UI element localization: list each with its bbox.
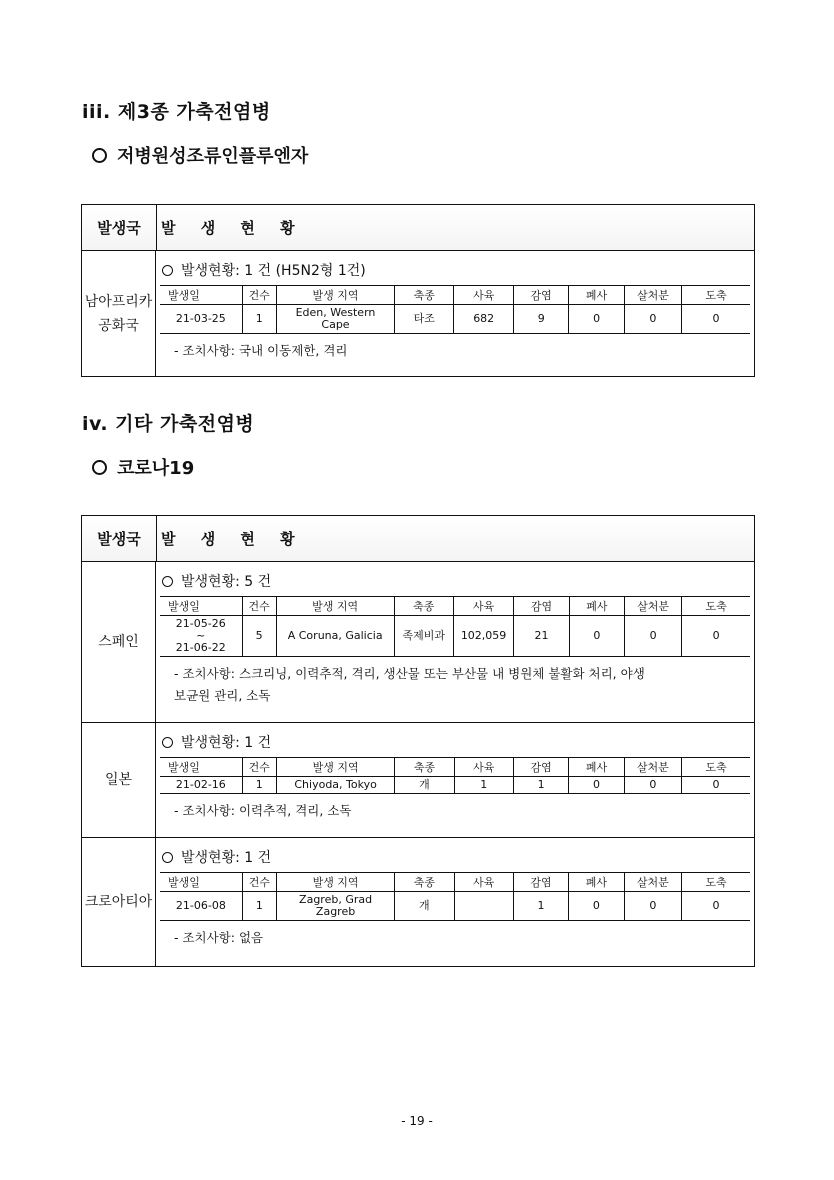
column-header: 발생 지역	[276, 286, 394, 305]
region-cell-line-1: Chiyoda, Tokyo	[294, 778, 377, 791]
dead-cell-line-1: 0	[593, 629, 601, 642]
country-name: 스페인	[98, 634, 139, 650]
count-cell-line-1: 1	[255, 312, 263, 325]
date-cell	[160, 892, 242, 921]
species-cell-line-1: 개	[419, 899, 430, 912]
culled-cell-line-1: 0	[649, 899, 657, 912]
region-cell-line-1: A Coruna, Galicia	[287, 629, 383, 642]
circle-bullet-icon	[92, 148, 107, 163]
incident-header-row	[160, 758, 750, 777]
column-header: 건수	[242, 873, 276, 892]
incident-header-row	[160, 286, 750, 305]
culled-cell	[624, 616, 681, 657]
country-row	[82, 562, 754, 723]
culled-cell	[624, 777, 681, 794]
action-line-1: - 조치사항: 스크리닝, 이력추적, 격리, 생산물 또는 부산물 내 병원체 불활화 처리, 야생	[174, 666, 645, 681]
incident-header-row	[160, 597, 750, 616]
count-cell-line-1: 1	[255, 778, 263, 791]
raised-cell-line-1: 102,059	[460, 629, 507, 642]
infected-cell	[514, 616, 569, 657]
country-row	[82, 251, 754, 376]
date-cell-line-1: 21-02-16	[175, 778, 226, 791]
circle-bullet-icon	[162, 852, 173, 863]
country-name-line-2: 공화국	[98, 317, 139, 334]
status-cell	[156, 838, 754, 966]
country-cell	[82, 838, 156, 966]
status-cell	[156, 251, 754, 376]
column-header: 발생 지역	[276, 758, 394, 777]
infected-cell	[514, 305, 569, 334]
count-cell	[242, 777, 276, 794]
action-line-1: - 조치사항: 이력추적, 격리, 소독	[174, 803, 352, 818]
infected-cell-line-1: 1	[537, 778, 545, 791]
action-line-1: - 조치사항: 없음	[174, 930, 264, 945]
region-cell-line-1: Eden, Western	[295, 306, 376, 319]
column-header: 감염	[514, 597, 569, 616]
circle-bullet-icon	[162, 737, 173, 748]
incident-table	[160, 757, 750, 794]
status-line	[160, 729, 754, 755]
status-line	[160, 568, 754, 594]
action-line-2: 보균원 관리, 소독	[174, 688, 271, 703]
column-header: 폐사	[569, 758, 624, 777]
region-cell-line-2: Zagreb	[315, 905, 356, 918]
column-header: 도축	[682, 286, 750, 305]
header-status: 발 생 현 황	[161, 219, 305, 237]
count-cell-line-1: 1	[255, 899, 263, 912]
column-header: 살처분	[624, 758, 681, 777]
column-header: 사육	[453, 597, 513, 616]
section4-subheading	[92, 454, 194, 480]
slaughtered-cell-line-1: 0	[712, 312, 720, 325]
slaughtered-cell	[682, 892, 751, 921]
header-country: 발생국	[82, 516, 157, 561]
count-cell	[242, 892, 276, 921]
culled-cell-line-1: 0	[649, 629, 657, 642]
species-cell-line-1: 개	[419, 778, 430, 791]
column-header: 사육	[454, 758, 513, 777]
region-cell	[276, 777, 394, 794]
action-text	[160, 794, 754, 824]
count-cell	[242, 616, 276, 657]
section3-heading: iii. 제3종 가축전염병	[82, 101, 271, 123]
country-cell	[82, 723, 156, 837]
slaughtered-cell-line-1: 0	[712, 629, 720, 642]
column-header: 폐사	[569, 873, 624, 892]
table-row	[160, 305, 750, 334]
ai-table	[81, 204, 755, 377]
culled-cell	[624, 892, 681, 921]
column-header: 축종	[395, 286, 454, 305]
species-cell	[395, 892, 454, 921]
date-cell-line-1: 21-03-25	[175, 312, 226, 325]
column-header: 사육	[454, 873, 513, 892]
status-text: 발생현황: 1 건	[181, 735, 272, 751]
species-cell	[395, 305, 454, 334]
dead-cell	[569, 305, 624, 334]
header-country: 발생국	[82, 205, 157, 250]
count-cell-line-1: 5	[255, 629, 263, 642]
dead-cell	[569, 892, 624, 921]
species-cell	[394, 616, 453, 657]
column-header: 축종	[395, 758, 454, 777]
country-row	[82, 723, 754, 838]
circle-bullet-icon	[162, 265, 173, 276]
section4-heading: iv. 기타 가축전염병	[82, 413, 255, 435]
column-header: 발생일	[160, 597, 242, 616]
infected-cell-line-1: 9	[537, 312, 545, 325]
date-cell-line-1: 21-06-08	[175, 899, 226, 912]
column-header: 건수	[242, 758, 276, 777]
column-header: 감염	[514, 286, 569, 305]
date-cell	[160, 777, 242, 794]
status-cell	[156, 723, 754, 837]
column-header: 발생일	[160, 758, 242, 777]
raised-cell	[453, 616, 513, 657]
column-header: 도축	[682, 597, 750, 616]
status-text: 발생현황: 1 건	[181, 850, 272, 866]
table-header	[82, 516, 754, 562]
status-cell	[156, 562, 754, 722]
section3-subheading	[92, 142, 308, 168]
status-text: 발생현황: 1 건 (H5N2형 1건)	[181, 263, 366, 279]
column-header: 살처분	[624, 597, 681, 616]
infected-cell	[513, 892, 568, 921]
infected-cell	[513, 777, 568, 794]
dead-cell	[569, 777, 624, 794]
country-name: 크로아티아	[84, 894, 153, 910]
slaughtered-cell-line-1: 0	[712, 778, 720, 791]
species-cell	[395, 777, 454, 794]
raised-cell-line-1: 682	[473, 312, 495, 325]
circle-bullet-icon	[162, 576, 173, 587]
dead-cell	[569, 616, 624, 657]
column-header: 폐사	[569, 286, 624, 305]
table-row	[160, 777, 750, 794]
column-header: 발생일	[160, 286, 242, 305]
incident-table	[160, 872, 750, 921]
column-header: 건수	[242, 597, 276, 616]
raised-cell	[454, 305, 514, 334]
raised-cell	[454, 777, 513, 794]
culled-cell-line-1: 0	[649, 778, 657, 791]
country-cell	[82, 251, 156, 376]
country-cell	[82, 562, 156, 722]
circle-bullet-icon	[92, 460, 107, 475]
table-header	[82, 205, 754, 251]
infected-cell-line-1: 21	[534, 629, 549, 642]
infected-cell-line-1: 1	[537, 899, 545, 912]
incident-table	[160, 596, 750, 657]
header-status: 발 생 현 황	[161, 530, 305, 548]
region-cell	[276, 616, 394, 657]
region-cell	[276, 305, 394, 334]
covid-table	[81, 515, 755, 967]
incident-table	[160, 285, 750, 334]
column-header: 발생 지역	[276, 597, 394, 616]
column-header: 축종	[395, 873, 454, 892]
column-header: 살처분	[624, 873, 681, 892]
region-cell-line-2: Cape	[321, 318, 350, 331]
slaughtered-cell	[682, 305, 750, 334]
region-cell-line-1: Zagreb, Grad	[299, 893, 373, 906]
action-line-1: - 조치사항: 국내 이동제한, 격리	[174, 343, 348, 358]
column-header: 도축	[682, 873, 751, 892]
column-header: 건수	[242, 286, 276, 305]
table-row	[160, 892, 750, 921]
table-row	[160, 616, 750, 657]
column-header: 살처분	[624, 286, 681, 305]
dead-cell-line-1: 0	[592, 899, 600, 912]
raised-cell	[454, 892, 513, 921]
species-cell-line-1: 타조	[413, 312, 435, 325]
country-name: 일본	[104, 772, 133, 788]
date-cell-line-2: ~	[196, 629, 206, 642]
column-header: 사육	[454, 286, 514, 305]
date-cell-line-3: 21-06-22	[175, 641, 226, 654]
culled-cell	[624, 305, 681, 334]
status-line	[160, 257, 754, 283]
section4-subheading-text: 코로나19	[117, 458, 195, 479]
column-header: 축종	[394, 597, 453, 616]
page-number: - 19 -	[401, 1114, 433, 1128]
species-cell-line-1: 족제비과	[402, 629, 446, 642]
action-text	[160, 334, 754, 364]
raised-cell-line-1: 1	[480, 778, 488, 791]
dead-cell-line-1: 0	[593, 312, 601, 325]
slaughtered-cell	[682, 616, 750, 657]
slaughtered-cell-line-1: 0	[712, 899, 720, 912]
column-header: 폐사	[569, 597, 624, 616]
status-text: 발생현황: 5 건	[181, 574, 272, 590]
column-header: 발생일	[160, 873, 242, 892]
country-name: 남아프리카	[84, 293, 153, 310]
status-line	[160, 844, 754, 870]
dead-cell-line-1: 0	[592, 778, 600, 791]
column-header: 감염	[513, 758, 568, 777]
date-cell	[160, 305, 242, 334]
country-row	[82, 838, 754, 966]
column-header: 감염	[513, 873, 568, 892]
action-text	[160, 921, 754, 951]
incident-header-row	[160, 873, 750, 892]
culled-cell-line-1: 0	[649, 312, 657, 325]
action-text	[160, 657, 754, 709]
region-cell	[276, 892, 394, 921]
column-header: 도축	[682, 758, 750, 777]
section3-subheading-text: 저병원성조류인플루엔자	[117, 146, 309, 167]
date-cell	[160, 616, 242, 657]
date-cell-line-1: 21-05-26	[175, 617, 226, 630]
column-header: 발생 지역	[276, 873, 394, 892]
count-cell	[242, 305, 276, 334]
slaughtered-cell	[682, 777, 750, 794]
